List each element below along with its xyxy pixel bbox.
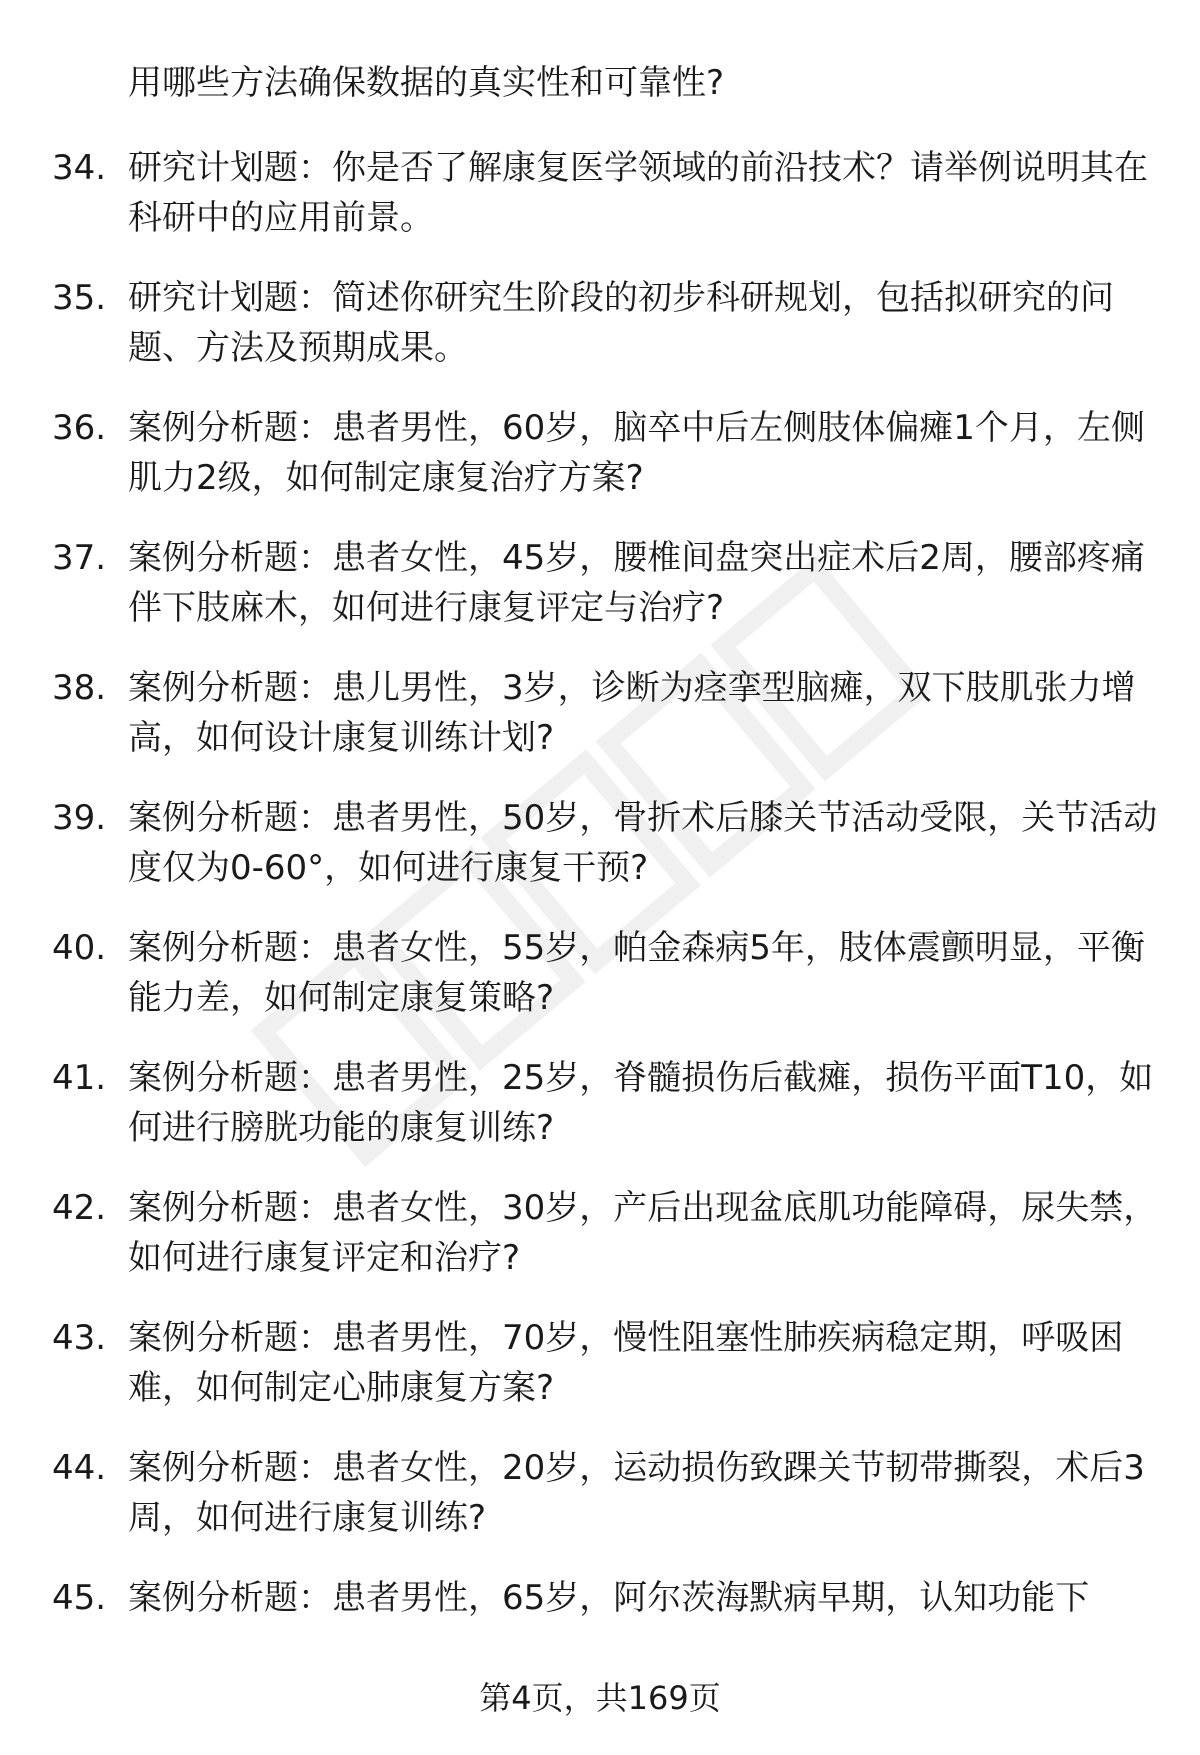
question-text: 案例分析题：患者男性，70岁，慢性阻塞性肺疾病稳定期，呼吸困难，如何制定心肺康复方案?	[128, 1318, 1124, 1408]
question-item	[0, 1183, 1200, 1313]
question-item	[0, 143, 1200, 273]
question-number: 45.	[52, 1578, 107, 1618]
question-number: 39.	[52, 798, 107, 838]
question-item	[0, 273, 1200, 403]
question-number: 41.	[52, 1058, 107, 1098]
page-footer: 第4页，共169页	[479, 1679, 721, 1717]
question-number: 42.	[52, 1188, 107, 1228]
question-text: 案例分析题：患者男性，65岁，阿尔茨海默病早期，认知功能下	[128, 1578, 1090, 1618]
question-text: 案例分析题：患者男性，60岁，脑卒中后左侧肢体偏瘫1个月，左侧肌力2级，如何制定康复治疗方案?	[128, 408, 1145, 498]
question-text: 案例分析题：患者女性，45岁，腰椎间盘突出症术后2周，腰部疼痛伴下肢麻木，如何进行康复评定与治疗?	[128, 538, 1145, 628]
question-item	[0, 663, 1200, 793]
question-text: 案例分析题：患者女性，30岁，产后出现盆底肌功能障碍，尿失禁，如何进行康复评定和治疗?	[128, 1188, 1158, 1278]
question-item	[0, 403, 1200, 533]
question-number: 35.	[52, 278, 107, 318]
question-item	[0, 923, 1200, 1053]
question-item	[0, 1313, 1200, 1443]
question-number: 38.	[52, 668, 107, 708]
question-item	[0, 1443, 1200, 1573]
question-item	[0, 1053, 1200, 1183]
question-text: 案例分析题：患者女性，20岁，运动损伤致踝关节韧带撕裂，术后3周，如何进行康复训练?	[128, 1448, 1145, 1538]
question-number: 37.	[52, 538, 107, 578]
question-list	[0, 143, 1200, 1703]
question-text: 研究计划题：简述你研究生阶段的初步科研规划，包括拟研究的问题、方法及预期成果。	[128, 278, 1114, 368]
question-item	[0, 533, 1200, 663]
question-text: 案例分析题：患者女性，55岁，帕金森病5年，肢体震颤明显，平衡能力差，如何制定康复策略?	[128, 928, 1145, 1018]
question-item	[0, 793, 1200, 923]
question-number: 43.	[52, 1318, 107, 1358]
question-number: 40.	[52, 928, 107, 968]
question-text: 研究计划题：你是否了解康复医学领域的前沿技术？请举例说明其在科研中的应用前景。	[128, 148, 1148, 238]
question-number: 36.	[52, 408, 107, 448]
question-text: 案例分析题：患者男性，25岁，脊髓损伤后截瘫，损伤平面T10，如何进行膀胱功能的康复训练?	[128, 1058, 1154, 1148]
question-text: 案例分析题：患儿男性，3岁，诊断为痉挛型脑瘫，双下肢肌张力增高，如何设计康复训练计划?	[128, 668, 1136, 758]
question-number: 44.	[52, 1448, 107, 1488]
question-number: 34.	[52, 148, 107, 188]
question-text: 案例分析题：患者男性，50岁，骨折术后膝关节活动受限，关节活动度仅为0-60°，如何进行康复干预?	[128, 798, 1158, 888]
continued-question-text: 用哪些方法确保数据的真实性和可靠性?	[128, 63, 725, 103]
